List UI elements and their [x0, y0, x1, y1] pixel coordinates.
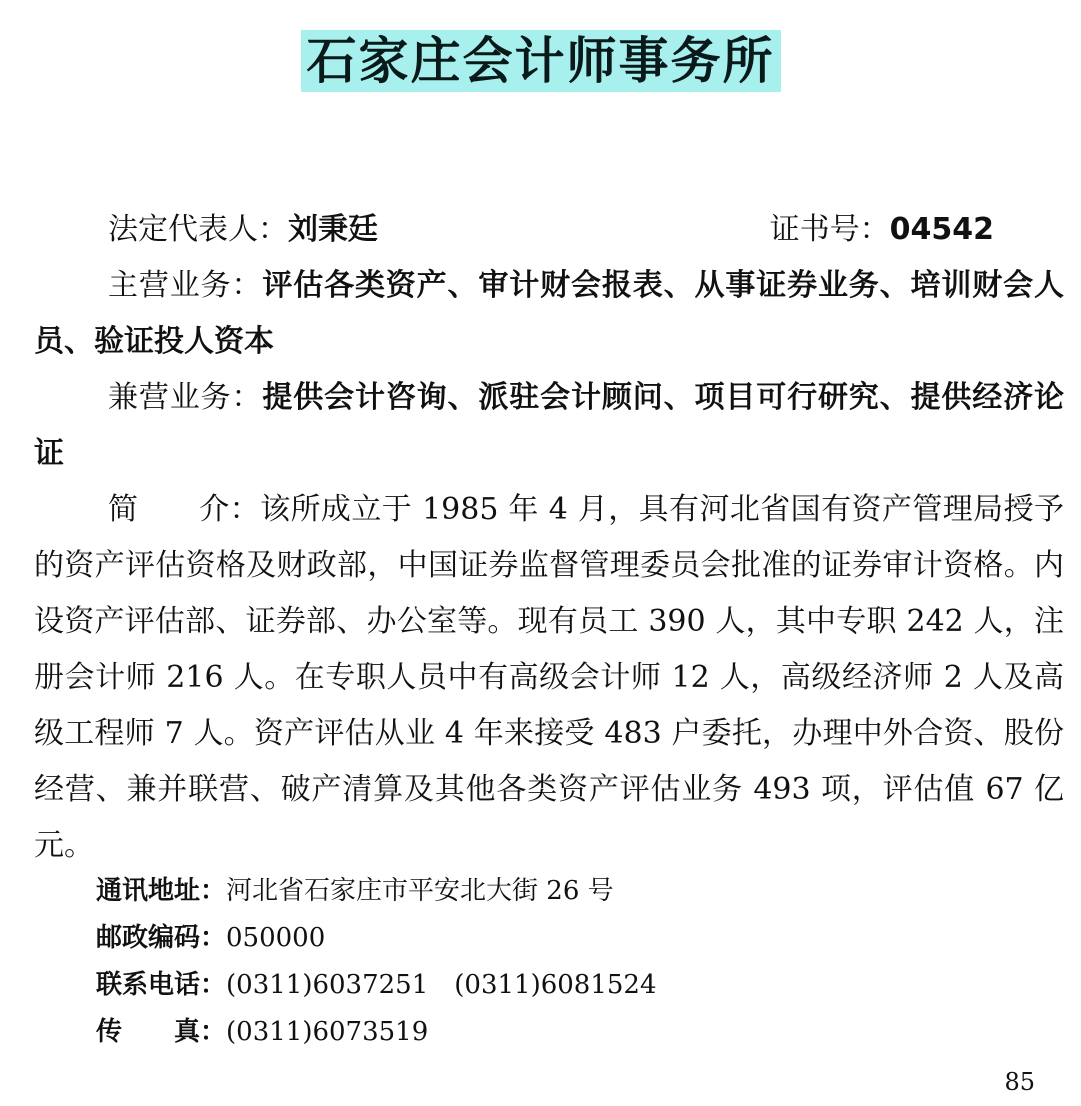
- fax-row: [96, 1009, 657, 1056]
- address-value: 河北省石家庄市平安北大街 26 号: [226, 876, 614, 906]
- phone-value: (0311)6037251 (0311)6081524: [226, 970, 657, 1000]
- fax-label: 传 真：: [96, 1017, 227, 1047]
- representative-value: 刘秉廷: [288, 212, 378, 247]
- main-business: [34, 258, 1064, 370]
- firm-profile: [34, 202, 1064, 874]
- introduction-value: 该所成立于 1985 年 4 月，具有河北省国有资产管理局授予的资产评估资格及财政部，中国证券监督管理委员会批准的证券审计资格。内设资产评估部、证券部、办公室等。现有员工 390 人，其中专职 242 人，注册会计师 216 人。在专职人员中有高级会计师 12 人，高级经济师 2 人及高级工程师 7 人。资产评估从业 4 年来接受 483 户委托，办理中外合资、股份经营、兼并联营、破产清算及其他各类资产评估业务 493 项，评估值 67 亿元。: [34, 492, 1064, 863]
- side-business: [34, 370, 1064, 482]
- introduction-label: 简 介：: [108, 492, 261, 527]
- introduction: [34, 482, 1064, 874]
- contact-info: [96, 868, 657, 1056]
- phone-row: [96, 962, 657, 1009]
- representative-label: 法定代表人：: [108, 212, 288, 247]
- main-business-label: 主营业务：: [108, 268, 263, 303]
- address-label: 通讯地址：: [96, 876, 227, 906]
- page-number: 85: [1004, 1068, 1035, 1096]
- postcode-label: 邮政编码：: [96, 923, 227, 953]
- postcode-row: [96, 915, 657, 962]
- side-business-label: 兼营业务：: [108, 380, 263, 415]
- title-container: [0, 30, 1081, 92]
- main-business-value: 评估各类资产、审计财会报表、从事证券业务、培训财会人员、验证投人资本: [34, 268, 1065, 359]
- address-row: [96, 868, 657, 915]
- certificate-value: 04542: [889, 212, 994, 247]
- fax-value: (0311)6073519: [226, 1017, 429, 1047]
- side-business-value: 提供会计咨询、派驻会计顾问、项目可行研究、提供经济论证: [34, 380, 1065, 471]
- certificate-label: 证书号：: [769, 212, 890, 247]
- representative: [108, 202, 378, 258]
- representative-row: [34, 202, 1064, 258]
- postcode-value: 050000: [226, 923, 326, 953]
- certificate: [770, 202, 1064, 258]
- page-title: 石家庄会计师事务所: [301, 30, 781, 92]
- phone-label: 联系电话：: [96, 970, 227, 1000]
